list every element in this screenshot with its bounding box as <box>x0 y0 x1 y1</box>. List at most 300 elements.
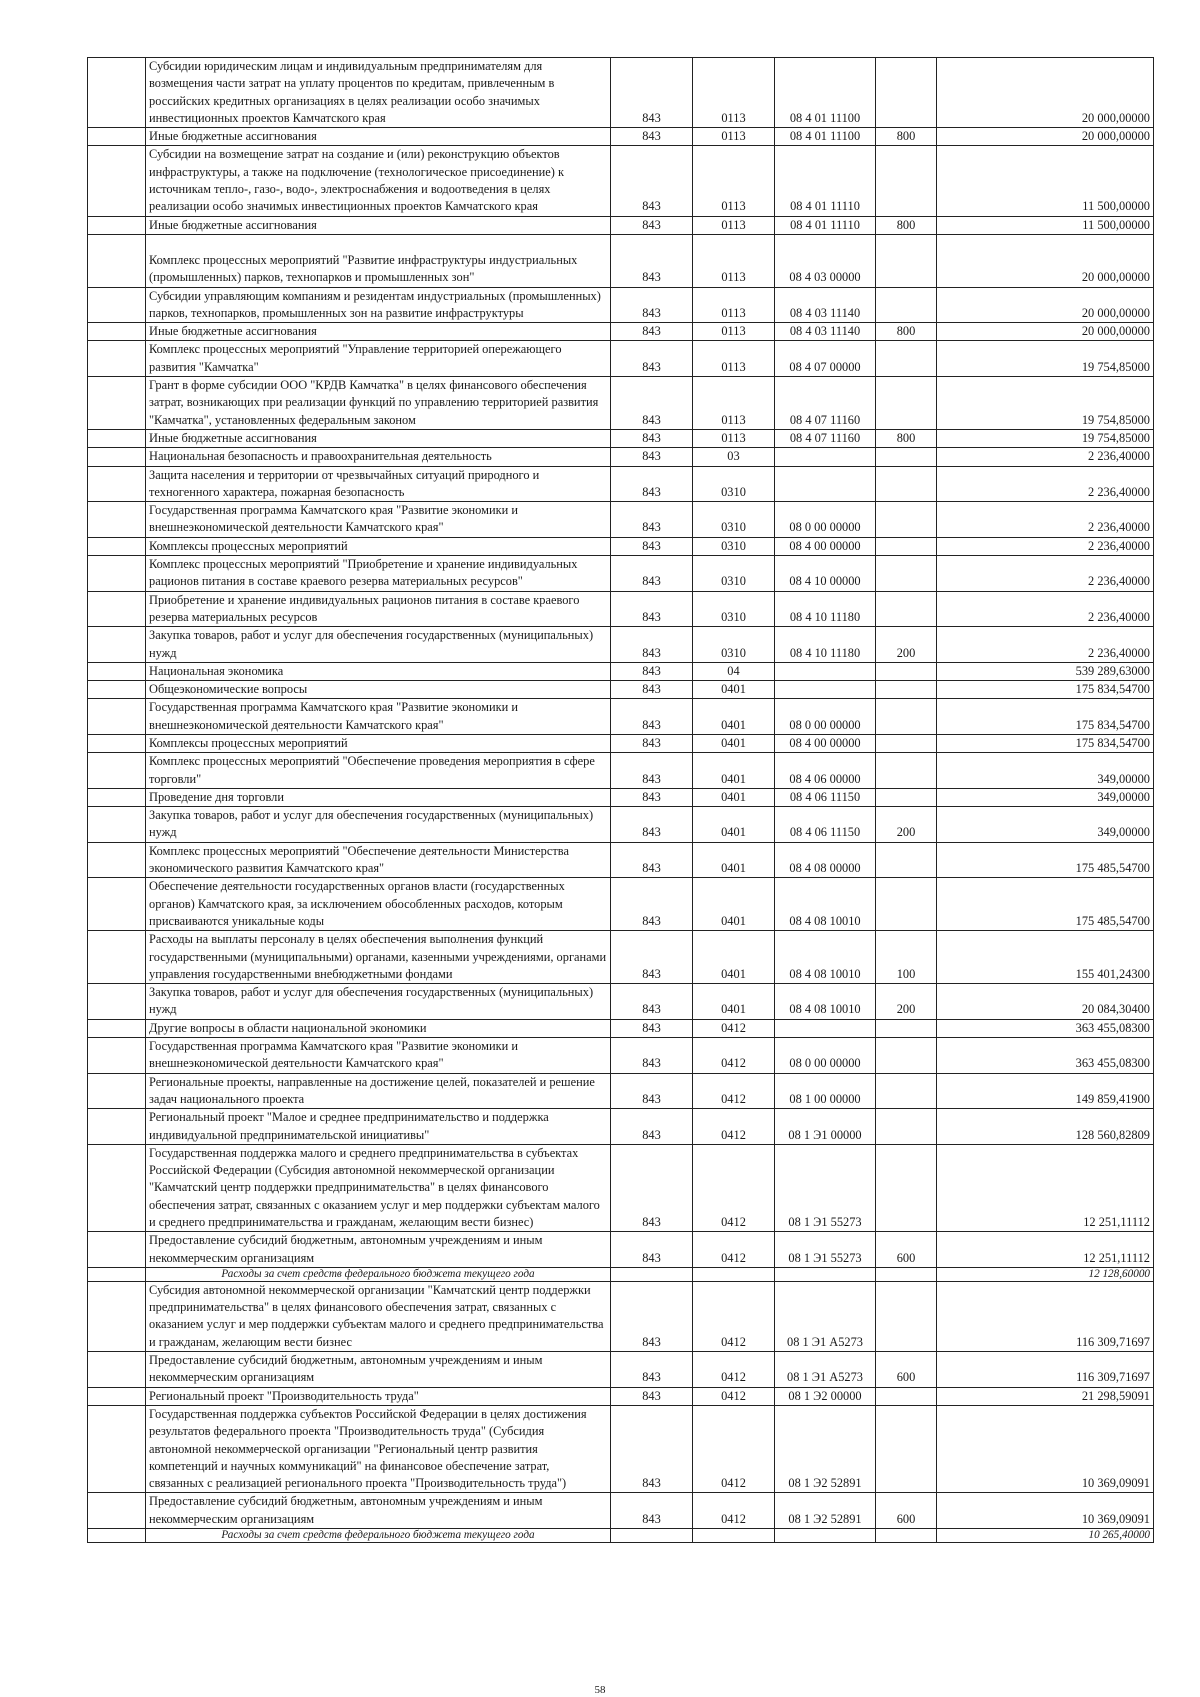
table-row <box>88 1267 1154 1281</box>
expense-type-cell <box>876 1019 937 1037</box>
target-article-cell: 08 4 00 00000 <box>775 734 876 752</box>
table-row <box>88 448 1154 466</box>
row-name-cell: Защита населения и территории от чрезвычайных ситуаций природного и техногенного характера, пожарная безопасность <box>146 466 611 502</box>
amount-cell: 175 485,54700 <box>937 842 1154 878</box>
amount-cell: 349,00000 <box>937 788 1154 806</box>
grbs-code-cell: 843 <box>611 878 693 931</box>
blank-margin-cell <box>88 662 146 680</box>
row-name-cell: Обеспечение деятельности государственных органов власти (государственных органов) Камчатского края, за исключением обособленных расходов, которым присваиваются уникальные коды <box>146 878 611 931</box>
blank-margin-cell <box>88 502 146 538</box>
target-article-cell: 08 4 01 11110 <box>775 216 876 234</box>
table-row <box>88 591 1154 627</box>
row-name-cell: Предоставление субсидий бюджетным, автономным учреждениям и иным некоммерческим организациям <box>146 1352 611 1388</box>
blank-margin-cell <box>88 1073 146 1109</box>
row-name-cell: Предоставление субсидий бюджетным, автономным учреждениям и иным некоммерческим организациям <box>146 1493 611 1529</box>
table-row <box>88 58 1154 128</box>
row-name-cell: Иные бюджетные ассигнования <box>146 323 611 341</box>
expense-type-cell: 800 <box>876 128 937 146</box>
amount-cell: 11 500,00000 <box>937 216 1154 234</box>
section-code-cell: 0401 <box>693 931 775 984</box>
section-code-cell: 0113 <box>693 216 775 234</box>
table-row <box>88 1529 1154 1543</box>
page-number: 58 <box>594 1684 606 1696</box>
grbs-code-cell: 843 <box>611 1038 693 1074</box>
grbs-code-cell: 843 <box>611 128 693 146</box>
table-row <box>88 146 1154 216</box>
grbs-code-cell: 843 <box>611 216 693 234</box>
grbs-code-cell: 843 <box>611 699 693 735</box>
grbs-code-cell: 843 <box>611 753 693 789</box>
target-article-cell: 08 4 10 11180 <box>775 627 876 663</box>
table-row <box>88 1144 1154 1231</box>
table-row <box>88 429 1154 447</box>
expense-type-cell: 200 <box>876 984 937 1020</box>
blank-margin-cell <box>88 734 146 752</box>
amount-cell: 20 000,00000 <box>937 287 1154 323</box>
target-article-cell: 08 4 08 00000 <box>775 842 876 878</box>
table-row <box>88 984 1154 1020</box>
amount-cell: 349,00000 <box>937 753 1154 789</box>
amount-cell: 12 251,11112 <box>937 1232 1154 1268</box>
table-row <box>88 878 1154 931</box>
target-article-cell: 08 0 00 00000 <box>775 699 876 735</box>
section-code-cell: 0310 <box>693 502 775 538</box>
blank-margin-cell <box>88 788 146 806</box>
expense-type-cell <box>876 58 937 128</box>
target-article-cell: 08 4 01 11100 <box>775 128 876 146</box>
amount-cell: 19 754,85000 <box>937 429 1154 447</box>
expense-type-cell <box>876 1073 937 1109</box>
amount-cell: 20 000,00000 <box>937 58 1154 128</box>
grbs-code-cell: 843 <box>611 1387 693 1405</box>
blank-margin-cell <box>88 323 146 341</box>
section-code-cell: 0401 <box>693 699 775 735</box>
blank-margin-cell <box>88 1281 146 1351</box>
blank-margin-cell <box>88 1038 146 1074</box>
grbs-code-cell: 843 <box>611 984 693 1020</box>
section-code-cell: 04 <box>693 662 775 680</box>
row-name-cell: Региональный проект "Производительность труда" <box>146 1387 611 1405</box>
blank-margin-cell <box>88 234 146 287</box>
section-code-cell: 03 <box>693 448 775 466</box>
amount-cell: 10 369,09091 <box>937 1493 1154 1529</box>
table-row <box>88 807 1154 843</box>
row-name-cell: Комплекс процессных мероприятий "Управление территорией опережающего развития "Камчатка" <box>146 341 611 377</box>
row-name-cell: Закупка товаров, работ и услуг для обеспечения государственных (муниципальных) нужд <box>146 627 611 663</box>
target-article-cell: 08 1 Э1 А5273 <box>775 1281 876 1351</box>
row-name-cell: Расходы на выплаты персоналу в целях обеспечения выполнения функций государственными (муниципальными) органами, казенными учреждениями, органами управления государственными внебюджетными фондами <box>146 931 611 984</box>
row-name-cell: Приобретение и хранение индивидуальных рационов питания в составе краевого резерва материальных ресурсов <box>146 591 611 627</box>
table-row <box>88 734 1154 752</box>
target-article-cell <box>775 466 876 502</box>
expense-type-cell <box>876 1267 937 1281</box>
row-name-cell: Региональные проекты, направленные на достижение целей, показателей и решение задач национального проекта <box>146 1073 611 1109</box>
amount-cell: 2 236,40000 <box>937 502 1154 538</box>
expense-type-cell <box>876 1144 937 1231</box>
blank-margin-cell <box>88 807 146 843</box>
table-row <box>88 1281 1154 1351</box>
grbs-code-cell: 843 <box>611 734 693 752</box>
grbs-code-cell <box>611 1267 693 1281</box>
expense-type-cell <box>876 1281 937 1351</box>
expense-type-cell: 100 <box>876 931 937 984</box>
amount-cell: 20 000,00000 <box>937 234 1154 287</box>
target-article-cell: 08 1 Э1 55273 <box>775 1232 876 1268</box>
target-article-cell: 08 4 07 11160 <box>775 429 876 447</box>
row-name-cell: Региональный проект "Малое и среднее предпринимательство и поддержка индивидуальной предпринимательской инициативы" <box>146 1109 611 1145</box>
grbs-code-cell: 843 <box>611 1281 693 1351</box>
row-name-cell: Субсидия автономной некоммерческой организации "Камчатский центр поддержки предпринимательства" в целях финансового обеспечения затрат, связанных с оказанием услуг и мер поддержки субъектам малого и среднего предпринимательства и гражданам, желающим вести бизнес <box>146 1281 611 1351</box>
expense-type-cell <box>876 753 937 789</box>
grbs-code-cell: 843 <box>611 448 693 466</box>
target-article-cell: 08 4 03 11140 <box>775 287 876 323</box>
amount-cell: 10 265,40000 <box>937 1529 1154 1543</box>
target-article-cell <box>775 662 876 680</box>
table-row <box>88 1493 1154 1529</box>
blank-margin-cell <box>88 1267 146 1281</box>
row-name-cell: Комплексы процессных мероприятий <box>146 734 611 752</box>
blank-margin-cell <box>88 287 146 323</box>
table-body <box>88 58 1154 1543</box>
grbs-code-cell: 843 <box>611 287 693 323</box>
grbs-code-cell <box>611 1529 693 1543</box>
grbs-code-cell: 843 <box>611 1019 693 1037</box>
section-code-cell: 0113 <box>693 58 775 128</box>
grbs-code-cell: 843 <box>611 627 693 663</box>
expense-type-cell <box>876 681 937 699</box>
expense-type-cell <box>876 466 937 502</box>
expense-type-cell <box>876 699 937 735</box>
section-code-cell: 0412 <box>693 1281 775 1351</box>
table-row <box>88 1073 1154 1109</box>
blank-margin-cell <box>88 58 146 128</box>
amount-cell: 20 000,00000 <box>937 323 1154 341</box>
section-code-cell: 0310 <box>693 627 775 663</box>
grbs-code-cell: 843 <box>611 146 693 216</box>
target-article-cell: 08 1 Э2 52891 <box>775 1405 876 1492</box>
target-article-cell: 08 4 03 11140 <box>775 323 876 341</box>
row-name-cell: Национальная экономика <box>146 662 611 680</box>
amount-cell: 2 236,40000 <box>937 556 1154 592</box>
section-code-cell: 0113 <box>693 128 775 146</box>
expense-type-cell <box>876 1038 937 1074</box>
blank-margin-cell <box>88 1405 146 1492</box>
expense-type-cell <box>876 1405 937 1492</box>
amount-cell: 19 754,85000 <box>937 377 1154 430</box>
amount-cell: 21 298,59091 <box>937 1387 1154 1405</box>
amount-cell: 2 236,40000 <box>937 537 1154 555</box>
expense-type-cell: 800 <box>876 323 937 341</box>
blank-margin-cell <box>88 984 146 1020</box>
amount-cell: 12 128,60000 <box>937 1267 1154 1281</box>
row-name-cell: Проведение дня торговли <box>146 788 611 806</box>
target-article-cell: 08 4 08 10010 <box>775 878 876 931</box>
row-name-cell: Комплексы процессных мероприятий <box>146 537 611 555</box>
target-article-cell: 08 4 10 11180 <box>775 591 876 627</box>
expense-type-cell <box>876 842 937 878</box>
section-code-cell: 0412 <box>693 1405 775 1492</box>
table-row <box>88 1387 1154 1405</box>
grbs-code-cell: 843 <box>611 234 693 287</box>
table-row <box>88 341 1154 377</box>
table-row <box>88 287 1154 323</box>
target-article-cell: 08 0 00 00000 <box>775 502 876 538</box>
target-article-cell: 08 1 00 00000 <box>775 1073 876 1109</box>
table-row <box>88 1405 1154 1492</box>
table-row <box>88 753 1154 789</box>
expense-type-cell: 600 <box>876 1352 937 1388</box>
grbs-code-cell: 843 <box>611 1109 693 1145</box>
target-article-cell: 08 4 08 10010 <box>775 984 876 1020</box>
grbs-code-cell: 843 <box>611 466 693 502</box>
row-name-cell: Национальная безопасность и правоохранительная деятельность <box>146 448 611 466</box>
amount-cell: 175 485,54700 <box>937 878 1154 931</box>
section-code-cell: 0412 <box>693 1038 775 1074</box>
blank-margin-cell <box>88 537 146 555</box>
blank-margin-cell <box>88 448 146 466</box>
blank-margin-cell <box>88 878 146 931</box>
row-name-cell: Субсидии на возмещение затрат на создание и (или) реконструкцию объектов инфраструктуры, а также на подключение (технологическое присоединение) к источникам тепло-, газо-, водо-, электроснабжения и водоотведения в целях реализации особо значимых инвестиционных проектов Камчатского края <box>146 146 611 216</box>
section-code-cell: 0412 <box>693 1019 775 1037</box>
amount-cell: 149 859,41900 <box>937 1073 1154 1109</box>
target-article-cell: 08 4 01 11100 <box>775 58 876 128</box>
section-code-cell: 0113 <box>693 377 775 430</box>
grbs-code-cell: 843 <box>611 1073 693 1109</box>
section-code-cell: 0310 <box>693 466 775 502</box>
target-article-cell: 08 1 Э1 55273 <box>775 1144 876 1231</box>
grbs-code-cell: 843 <box>611 931 693 984</box>
table-row <box>88 1109 1154 1145</box>
blank-margin-cell <box>88 341 146 377</box>
blank-margin-cell <box>88 556 146 592</box>
amount-cell: 363 455,08300 <box>937 1038 1154 1074</box>
section-code-cell: 0412 <box>693 1109 775 1145</box>
table-row <box>88 377 1154 430</box>
blank-margin-cell <box>88 1232 146 1268</box>
blank-margin-cell <box>88 466 146 502</box>
amount-cell: 12 251,11112 <box>937 1144 1154 1231</box>
amount-cell: 2 236,40000 <box>937 466 1154 502</box>
row-name-cell: Иные бюджетные ассигнования <box>146 429 611 447</box>
target-article-cell: 08 1 Э1 00000 <box>775 1109 876 1145</box>
amount-cell: 539 289,63000 <box>937 662 1154 680</box>
amount-cell: 175 834,54700 <box>937 734 1154 752</box>
grbs-code-cell: 843 <box>611 807 693 843</box>
blank-margin-cell <box>88 627 146 663</box>
row-name-cell: Государственная поддержка субъектов Российской Федерации в целях достижения результатов федерального проекта "Производительность труда" (Субсидия автономной некоммерческой организации "Региональный центр развития компетенций и научных коммуникаций" на финансовое обеспечение затрат, связанных с реализацией регионального проекта "Производительность труда") <box>146 1405 611 1492</box>
section-code-cell: 0401 <box>693 878 775 931</box>
target-article-cell: 08 1 Э2 52891 <box>775 1493 876 1529</box>
table-row <box>88 627 1154 663</box>
section-code-cell: 0412 <box>693 1144 775 1231</box>
amount-cell: 20 084,30400 <box>937 984 1154 1020</box>
expense-type-cell <box>876 537 937 555</box>
row-name-cell: Другие вопросы в области национальной экономики <box>146 1019 611 1037</box>
grbs-code-cell: 843 <box>611 788 693 806</box>
row-name-cell: Субсидии управляющим компаниям и резидентам индустриальных (промышленных) парков, технопарков, промышленных зон на развитие инфраструктуры <box>146 287 611 323</box>
table-row <box>88 128 1154 146</box>
amount-cell: 363 455,08300 <box>937 1019 1154 1037</box>
row-name-cell: Комплекс процессных мероприятий "Обеспечение проведения мероприятия в сфере торговли" <box>146 753 611 789</box>
row-name-cell: Общеэкономические вопросы <box>146 681 611 699</box>
target-article-cell: 08 4 07 11160 <box>775 377 876 430</box>
amount-cell: 20 000,00000 <box>937 128 1154 146</box>
amount-cell: 128 560,82809 <box>937 1109 1154 1145</box>
amount-cell: 2 236,40000 <box>937 448 1154 466</box>
target-article-cell: 08 1 Э2 00000 <box>775 1387 876 1405</box>
section-code-cell: 0113 <box>693 287 775 323</box>
expense-type-cell <box>876 734 937 752</box>
target-article-cell: 08 4 06 00000 <box>775 753 876 789</box>
row-name-cell: Предоставление субсидий бюджетным, автономным учреждениям и иным некоммерческим организациям <box>146 1232 611 1268</box>
row-name-cell: Государственная программа Камчатского края "Развитие экономики и внешнеэкономической деятельности Камчатского края" <box>146 502 611 538</box>
target-article-cell: 08 4 10 00000 <box>775 556 876 592</box>
row-name-cell: Иные бюджетные ассигнования <box>146 128 611 146</box>
blank-margin-cell <box>88 591 146 627</box>
blank-margin-cell <box>88 1144 146 1231</box>
grbs-code-cell: 843 <box>611 323 693 341</box>
table-row <box>88 681 1154 699</box>
row-name-cell: Государственная программа Камчатского края "Развитие экономики и внешнеэкономической деятельности Камчатского края" <box>146 1038 611 1074</box>
table-row <box>88 931 1154 984</box>
target-article-cell <box>775 1529 876 1543</box>
blank-margin-cell <box>88 1387 146 1405</box>
blank-margin-cell <box>88 699 146 735</box>
expense-type-cell <box>876 556 937 592</box>
row-name-cell: Субсидии юридическим лицам и индивидуальным предпринимателям для возмещения части затрат на уплату процентов по кредитам, привлеченным в российских кредитных организациях в целях реализации особо значимых инвестиционных проектов Камчатского края <box>146 58 611 128</box>
row-name-cell: Расходы за счет средств федерального бюджета текущего года <box>146 1529 611 1543</box>
expense-type-cell <box>876 341 937 377</box>
section-code-cell: 0412 <box>693 1232 775 1268</box>
row-name-cell: Грант в форме субсидии ООО "КРДВ Камчатка" в целях финансового обеспечения затрат, возникающих при реализации функций по управлению территорией развития "Камчатка", установленных федеральным законом <box>146 377 611 430</box>
section-code-cell: 0401 <box>693 842 775 878</box>
target-article-cell <box>775 681 876 699</box>
blank-margin-cell <box>88 1493 146 1529</box>
blank-margin-cell <box>88 216 146 234</box>
table-row <box>88 699 1154 735</box>
expense-type-cell <box>876 234 937 287</box>
section-code-cell: 0310 <box>693 556 775 592</box>
grbs-code-cell: 843 <box>611 556 693 592</box>
expense-type-cell: 200 <box>876 627 937 663</box>
target-article-cell <box>775 448 876 466</box>
target-article-cell: 08 4 03 00000 <box>775 234 876 287</box>
table-row <box>88 1352 1154 1388</box>
row-name-cell: Комплекс процессных мероприятий "Обеспечение деятельности Министерства экономического развития Камчатского края" <box>146 842 611 878</box>
grbs-code-cell: 843 <box>611 662 693 680</box>
table-row <box>88 788 1154 806</box>
target-article-cell <box>775 1019 876 1037</box>
table-row <box>88 323 1154 341</box>
row-name-cell: Комплекс процессных мероприятий "Приобретение и хранение индивидуальных рационов питания в составе краевого резерва материальных ресурсов" <box>146 556 611 592</box>
target-article-cell: 08 4 06 11150 <box>775 788 876 806</box>
target-article-cell: 08 1 Э1 А5273 <box>775 1352 876 1388</box>
expense-type-cell <box>876 146 937 216</box>
budget-table <box>87 57 1154 1543</box>
target-article-cell: 08 0 00 00000 <box>775 1038 876 1074</box>
grbs-code-cell: 843 <box>611 377 693 430</box>
amount-cell: 116 309,71697 <box>937 1352 1154 1388</box>
expense-type-cell <box>876 878 937 931</box>
section-code-cell: 0401 <box>693 807 775 843</box>
section-code-cell: 0113 <box>693 146 775 216</box>
amount-cell: 175 834,54700 <box>937 699 1154 735</box>
grbs-code-cell: 843 <box>611 429 693 447</box>
grbs-code-cell: 843 <box>611 681 693 699</box>
amount-cell: 2 236,40000 <box>937 627 1154 663</box>
blank-margin-cell <box>88 1109 146 1145</box>
amount-cell: 349,00000 <box>937 807 1154 843</box>
section-code-cell: 0113 <box>693 429 775 447</box>
table-row <box>88 842 1154 878</box>
target-article-cell: 08 4 08 10010 <box>775 931 876 984</box>
expense-type-cell: 800 <box>876 216 937 234</box>
target-article-cell: 08 4 07 00000 <box>775 341 876 377</box>
blank-margin-cell <box>88 753 146 789</box>
section-code-cell: 0310 <box>693 537 775 555</box>
table-row <box>88 234 1154 287</box>
row-name-cell: Комплекс процессных мероприятий "Развитие инфраструктуры индустриальных (промышленных) парков, технопарков и промышленных зон" <box>146 234 611 287</box>
table-row <box>88 662 1154 680</box>
row-name-cell: Закупка товаров, работ и услуг для обеспечения государственных (муниципальных) нужд <box>146 984 611 1020</box>
row-name-cell: Государственная программа Камчатского края "Развитие экономики и внешнеэкономической деятельности Камчатского края" <box>146 699 611 735</box>
blank-margin-cell <box>88 931 146 984</box>
section-code-cell: 0412 <box>693 1352 775 1388</box>
grbs-code-cell: 843 <box>611 1405 693 1492</box>
expense-type-cell <box>876 1387 937 1405</box>
table-row <box>88 556 1154 592</box>
blank-margin-cell <box>88 429 146 447</box>
section-code-cell: 0113 <box>693 323 775 341</box>
section-code-cell: 0401 <box>693 753 775 789</box>
section-code-cell: 0401 <box>693 984 775 1020</box>
section-code-cell: 0310 <box>693 591 775 627</box>
amount-cell: 155 401,24300 <box>937 931 1154 984</box>
expense-type-cell <box>876 448 937 466</box>
amount-cell: 2 236,40000 <box>937 591 1154 627</box>
section-code-cell <box>693 1529 775 1543</box>
blank-margin-cell <box>88 1352 146 1388</box>
blank-margin-cell <box>88 1019 146 1037</box>
expense-type-cell: 800 <box>876 429 937 447</box>
grbs-code-cell: 843 <box>611 1352 693 1388</box>
expense-type-cell <box>876 287 937 323</box>
blank-margin-cell <box>88 146 146 216</box>
grbs-code-cell: 843 <box>611 537 693 555</box>
table-row <box>88 216 1154 234</box>
row-name-cell: Расходы за счет средств федерального бюджета текущего года <box>146 1267 611 1281</box>
target-article-cell: 08 4 00 00000 <box>775 537 876 555</box>
amount-cell: 10 369,09091 <box>937 1405 1154 1492</box>
row-name-cell: Иные бюджетные ассигнования <box>146 216 611 234</box>
section-code-cell: 0401 <box>693 734 775 752</box>
amount-cell: 116 309,71697 <box>937 1281 1154 1351</box>
target-article-cell: 08 4 06 11150 <box>775 807 876 843</box>
target-article-cell: 08 4 01 11110 <box>775 146 876 216</box>
amount-cell: 19 754,85000 <box>937 341 1154 377</box>
table-row <box>88 1019 1154 1037</box>
expense-type-cell <box>876 377 937 430</box>
section-code-cell <box>693 1267 775 1281</box>
grbs-code-cell: 843 <box>611 1232 693 1268</box>
expense-type-cell <box>876 1109 937 1145</box>
row-name-cell: Закупка товаров, работ и услуг для обеспечения государственных (муниципальных) нужд <box>146 807 611 843</box>
grbs-code-cell: 843 <box>611 591 693 627</box>
table-row <box>88 537 1154 555</box>
expense-type-cell <box>876 788 937 806</box>
blank-margin-cell <box>88 1529 146 1543</box>
expense-type-cell <box>876 662 937 680</box>
